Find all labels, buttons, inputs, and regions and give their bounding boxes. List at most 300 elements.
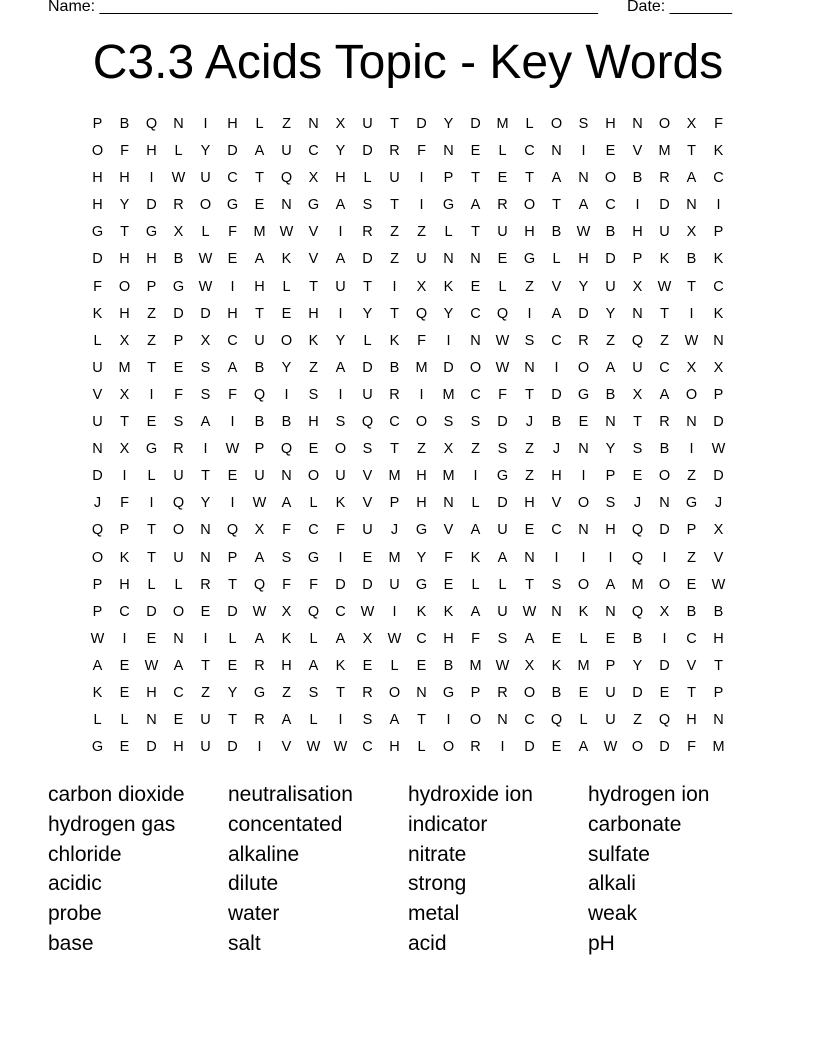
grid-letter: E xyxy=(362,549,373,566)
grid-letter: B xyxy=(389,359,400,376)
grid-letter: P xyxy=(173,332,184,349)
grid-letter: S xyxy=(335,414,346,431)
word-list-item: weak xyxy=(588,902,638,926)
grid-letter: F xyxy=(282,576,291,593)
grid-letter: A xyxy=(281,495,292,512)
grid-letter: H xyxy=(632,224,643,241)
grid-letter: N xyxy=(605,603,616,620)
word-list-item: base xyxy=(48,931,94,955)
grid-letter: G xyxy=(145,224,158,241)
grid-letter: U xyxy=(605,278,616,295)
grid-letter: R xyxy=(254,712,265,729)
grid-letter: R xyxy=(389,386,400,403)
grid-letter: T xyxy=(120,414,129,431)
grid-letter: X xyxy=(254,522,265,539)
grid-letter: H xyxy=(227,116,238,132)
grid-letter: K xyxy=(713,305,724,322)
grid-letter: L xyxy=(282,278,291,295)
grid-letter: W xyxy=(522,603,537,620)
grid-letter: W xyxy=(252,495,267,512)
grid-letter: I xyxy=(446,332,451,349)
grid-letter: E xyxy=(227,468,238,485)
grid-letter: C xyxy=(470,386,481,403)
grid-letter: Z xyxy=(417,441,426,458)
grid-letter: C xyxy=(713,170,724,187)
grid-letter: R xyxy=(497,197,508,214)
grid-letter: E xyxy=(497,251,508,268)
grid-letter: C xyxy=(713,278,724,295)
grid-letter: R xyxy=(200,576,211,593)
grid-letter: N xyxy=(470,251,481,268)
grid-letter: X xyxy=(686,116,697,132)
grid-letter: A xyxy=(605,359,616,376)
grid-letter: H xyxy=(227,305,238,322)
grid-letter: L xyxy=(363,332,372,349)
grid-letter: H xyxy=(524,495,535,512)
grid-letter: U xyxy=(92,359,103,376)
grid-letter: I xyxy=(473,468,478,485)
grid-letter: P xyxy=(713,224,724,241)
grid-letter: D xyxy=(578,305,589,322)
grid-letter: X xyxy=(119,386,130,403)
grid-row xyxy=(84,168,732,195)
grid-letter: H xyxy=(605,522,616,539)
word-list-item: hydroxide ion xyxy=(408,783,533,806)
grid-letter: A xyxy=(227,359,238,376)
grid-row xyxy=(84,439,732,466)
grid-letter: V xyxy=(551,495,562,512)
grid-letter: U xyxy=(335,468,346,485)
grid-letter: M xyxy=(442,386,455,403)
grid-letter: O xyxy=(577,576,590,593)
grid-letter: W xyxy=(252,603,267,620)
grid-row xyxy=(84,602,732,629)
word-list-item: water xyxy=(228,902,280,926)
grid-letter: I xyxy=(500,739,505,756)
grid-letter: Z xyxy=(471,441,480,458)
grid-letter: K xyxy=(443,278,454,295)
grid-letter: Q xyxy=(145,116,158,132)
grid-letter: W xyxy=(198,278,213,295)
grid-letter: F xyxy=(120,495,129,512)
grid-letter: W xyxy=(333,739,348,756)
grid-letter: O xyxy=(172,522,185,539)
page-title: C3.3 Acids Topic - Key Words xyxy=(92,36,724,89)
grid-letter: I xyxy=(527,305,532,322)
grid-letter: E xyxy=(119,684,130,701)
grid-letter: O xyxy=(118,278,131,295)
grid-letter: Q xyxy=(415,305,428,322)
grid-letter: X xyxy=(335,116,346,132)
grid-letter: N xyxy=(497,712,508,729)
grid-letter: B xyxy=(443,657,454,674)
grid-letter: J xyxy=(552,441,561,458)
grid-letter: H xyxy=(92,197,103,214)
grid-letter: T xyxy=(687,278,696,295)
grid-letter: I xyxy=(581,143,586,160)
grid-letter: Y xyxy=(443,116,454,132)
grid-letter: K xyxy=(443,603,454,620)
grid-letter: O xyxy=(577,495,590,512)
grid-letter: T xyxy=(147,359,156,376)
grid-letter: Q xyxy=(172,495,185,512)
name-field-label: Name: ________________________________________________________ xyxy=(48,0,598,15)
grid-letter: U xyxy=(200,739,211,756)
grid-letter: Y xyxy=(200,495,211,512)
grid-letter: M xyxy=(577,657,590,674)
grid-letter: B xyxy=(254,414,265,431)
grid-letter: N xyxy=(443,495,454,512)
grid-letter: T xyxy=(390,441,399,458)
word-list-item: probe xyxy=(48,902,102,926)
grid-letter: N xyxy=(632,305,643,322)
grid-letter: W xyxy=(711,441,726,458)
grid-letter: Z xyxy=(390,224,399,241)
grid-letter: E xyxy=(146,630,157,647)
grid-letter: F xyxy=(120,143,129,160)
grid-letter: Y xyxy=(335,143,346,160)
grid-letter: K xyxy=(416,603,427,620)
word-list-item: carbonate xyxy=(588,812,682,836)
grid-letter: B xyxy=(605,224,616,241)
grid-letter: W xyxy=(495,359,510,376)
grid-letter: A xyxy=(254,251,265,268)
grid-letter: E xyxy=(362,657,373,674)
grid-letter: W xyxy=(198,251,213,268)
grid-letter: Q xyxy=(253,576,266,593)
grid-letter: G xyxy=(685,495,698,512)
grid-letter: I xyxy=(392,278,397,295)
grid-letter: A xyxy=(200,414,211,431)
grid-row xyxy=(84,737,732,764)
grid-letter: Q xyxy=(631,549,644,566)
grid-letter: X xyxy=(281,603,292,620)
grid-letter: N xyxy=(551,603,562,620)
grid-letter: D xyxy=(659,522,670,539)
grid-letter: K xyxy=(713,143,724,160)
grid-row xyxy=(84,277,732,304)
grid-letter: O xyxy=(91,549,104,566)
grid-row xyxy=(84,493,732,520)
grid-letter: L xyxy=(471,576,480,593)
grid-letter: X xyxy=(119,332,130,349)
grid-letter: L xyxy=(417,739,426,756)
grid-letter: T xyxy=(228,712,237,729)
grid-letter: Y xyxy=(362,305,373,322)
grid-letter: I xyxy=(419,170,424,187)
grid-letter: W xyxy=(306,739,321,756)
grid-letter: L xyxy=(228,630,237,647)
grid-letter: T xyxy=(660,305,669,322)
grid-letter: C xyxy=(686,630,697,647)
grid-letter: J xyxy=(390,522,399,539)
word-list-item: pH xyxy=(588,931,615,955)
grid-letter: D xyxy=(362,359,373,376)
grid-letter: Q xyxy=(631,522,644,539)
grid-letter: Z xyxy=(606,332,615,349)
grid-letter: U xyxy=(605,712,616,729)
grid-letter: R xyxy=(173,197,184,214)
grid-letter: Q xyxy=(307,603,320,620)
grid-letter: N xyxy=(281,468,292,485)
grid-letter: I xyxy=(635,197,640,214)
grid-letter: P xyxy=(605,468,616,485)
grid-letter: A xyxy=(551,170,562,187)
grid-letter: I xyxy=(122,630,127,647)
grid-letter: P xyxy=(605,657,616,674)
grid-letter: P xyxy=(227,549,238,566)
grid-letter: I xyxy=(338,549,343,566)
grid-letter: N xyxy=(551,143,562,160)
grid-letter: Y xyxy=(578,278,589,295)
grid-letter: E xyxy=(578,414,589,431)
grid-letter: Z xyxy=(687,549,696,566)
word-list-item: hydrogen ion xyxy=(588,783,710,806)
grid-letter: A xyxy=(254,143,265,160)
grid-letter: S xyxy=(308,386,319,403)
grid-letter: O xyxy=(469,712,482,729)
grid-letter: T xyxy=(390,116,399,132)
grid-letter: D xyxy=(659,739,670,756)
grid-letter: A xyxy=(578,197,589,214)
word-list-item: alkaline xyxy=(228,842,300,866)
grid-letter: M xyxy=(253,224,266,241)
grid-letter: I xyxy=(662,630,667,647)
grid-letter: D xyxy=(497,414,508,431)
grid-letter: V xyxy=(443,522,454,539)
grid-letter: O xyxy=(577,359,590,376)
word-list xyxy=(48,780,768,959)
grid-letter: N xyxy=(659,495,670,512)
grid-letter: L xyxy=(579,630,588,647)
grid-letter: O xyxy=(199,197,212,214)
grid-letter: U xyxy=(254,332,265,349)
grid-letter: V xyxy=(362,495,373,512)
grid-letter: N xyxy=(281,197,292,214)
grid-letter: W xyxy=(90,630,105,647)
grid-letter: E xyxy=(308,441,319,458)
grid-letter: K xyxy=(713,251,724,268)
grid-letter: K xyxy=(308,332,319,349)
grid-letter: U xyxy=(173,549,184,566)
grid-letter: W xyxy=(279,224,294,241)
grid-letter: Z xyxy=(147,332,156,349)
grid-letter: X xyxy=(416,278,427,295)
grid-letter: C xyxy=(227,170,238,187)
grid-row xyxy=(84,141,732,168)
grid-row xyxy=(84,466,732,493)
grid-letter: T xyxy=(552,197,561,214)
grid-letter: M xyxy=(118,359,131,376)
grid-letter: Y xyxy=(200,143,211,160)
grid-letter: D xyxy=(146,739,157,756)
grid-letter: X xyxy=(632,278,643,295)
grid-letter: E xyxy=(659,684,670,701)
grid-letter: P xyxy=(119,522,130,539)
grid-letter: W xyxy=(495,657,510,674)
grid-letter: L xyxy=(147,468,156,485)
grid-letter: N xyxy=(524,359,535,376)
grid-letter: Y xyxy=(281,359,292,376)
grid-letter: P xyxy=(92,603,103,620)
word-list-item: indicator xyxy=(408,812,488,836)
grid-letter: Y xyxy=(443,305,454,322)
grid-letter: H xyxy=(524,224,535,241)
grid-letter: G xyxy=(442,197,455,214)
grid-letter: T xyxy=(687,143,696,160)
grid-letter: K xyxy=(578,603,589,620)
grid-letter: T xyxy=(525,576,534,593)
grid-letter: T xyxy=(525,170,534,187)
grid-letter: W xyxy=(144,657,159,674)
grid-letter: U xyxy=(497,224,508,241)
grid-letter: Z xyxy=(390,251,399,268)
grid-letter: T xyxy=(147,522,156,539)
grid-letter: P xyxy=(713,386,724,403)
grid-letter: D xyxy=(497,495,508,512)
grid-letter: L xyxy=(363,170,372,187)
grid-letter: B xyxy=(551,684,562,701)
grid-letter: V xyxy=(713,549,724,566)
grid-letter: J xyxy=(525,414,534,431)
grid-letter: C xyxy=(362,739,373,756)
header-line xyxy=(48,0,768,20)
grid-letter: I xyxy=(230,495,235,512)
grid-letter: Q xyxy=(91,522,104,539)
grid-letter: A xyxy=(659,386,670,403)
grid-letter: F xyxy=(93,278,102,295)
grid-letter: E xyxy=(470,143,481,160)
grid-letter: N xyxy=(443,251,454,268)
grid-letter: U xyxy=(92,414,103,431)
grid-letter: O xyxy=(658,468,671,485)
grid-letter: I xyxy=(689,305,694,322)
grid-letter: S xyxy=(200,359,211,376)
grid-letter: D xyxy=(92,251,103,268)
grid-letter: D xyxy=(713,468,724,485)
grid-letter: T xyxy=(525,386,534,403)
grid-letter: D xyxy=(632,684,643,701)
grid-letter: W xyxy=(657,278,672,295)
grid-row xyxy=(84,358,732,385)
grid-letter: N xyxy=(200,522,211,539)
grid-row xyxy=(84,629,732,656)
word-list-item: neutralisation xyxy=(228,783,353,806)
grid-letter: K xyxy=(92,684,103,701)
grid-letter: E xyxy=(686,576,697,593)
grid-letter: O xyxy=(334,441,347,458)
grid-row xyxy=(84,222,732,249)
grid-letter: M xyxy=(658,143,671,160)
grid-letter: P xyxy=(686,522,697,539)
grid-letter: C xyxy=(389,414,400,431)
grid-letter: W xyxy=(711,576,726,593)
grid-letter: C xyxy=(551,332,562,349)
grid-row xyxy=(84,575,732,602)
grid-letter: V xyxy=(308,224,319,241)
grid-letter: U xyxy=(362,522,373,539)
grid-letter: P xyxy=(254,441,265,458)
grid-letter: K xyxy=(119,549,130,566)
grid-letter: I xyxy=(149,170,154,187)
grid-letter: Z xyxy=(309,359,318,376)
grid-letter: T xyxy=(201,657,210,674)
grid-letter: D xyxy=(92,468,103,485)
grid-letter: T xyxy=(228,576,237,593)
grid-letter: N xyxy=(713,712,724,729)
grid-letter: V xyxy=(308,251,319,268)
grid-letter: B xyxy=(632,630,643,647)
grid-letter: G xyxy=(496,468,509,485)
grid-letter: X xyxy=(659,603,670,620)
grid-letter: I xyxy=(392,603,397,620)
grid-letter: N xyxy=(686,197,697,214)
grid-letter: X xyxy=(200,332,211,349)
word-list-item: metal xyxy=(408,902,460,926)
grid-letter: Q xyxy=(226,522,239,539)
grid-letter: Z xyxy=(687,468,696,485)
grid-letter: M xyxy=(631,576,644,593)
grid-letter: B xyxy=(713,603,724,620)
grid-letter: M xyxy=(415,359,428,376)
grid-letter: E xyxy=(497,170,508,187)
grid-letter: S xyxy=(173,414,184,431)
grid-letter: W xyxy=(684,332,699,349)
grid-letter: I xyxy=(338,305,343,322)
grid-letter: R xyxy=(659,170,670,187)
grid-letter: C xyxy=(470,305,481,322)
grid-letter: U xyxy=(497,522,508,539)
word-list-item: acidic xyxy=(48,872,102,896)
grid-letter: O xyxy=(550,116,563,132)
grid-letter: P xyxy=(443,170,454,187)
grid-letter: E xyxy=(227,657,238,674)
grid-letter: A xyxy=(335,630,346,647)
grid-letter: Y xyxy=(119,197,130,214)
grid-letter: H xyxy=(713,630,724,647)
grid-letter: I xyxy=(608,549,613,566)
grid-letter: O xyxy=(658,576,671,593)
grid-letter: E xyxy=(146,414,157,431)
grid-letter: L xyxy=(93,332,102,349)
grid-letter: G xyxy=(415,522,428,539)
grid-letter: S xyxy=(362,441,373,458)
grid-letter: C xyxy=(335,603,346,620)
grid-letter: O xyxy=(631,739,644,756)
grid-letter: O xyxy=(307,468,320,485)
grid-letter: E xyxy=(632,468,643,485)
grid-letter: K xyxy=(335,495,346,512)
word-list-item: dilute xyxy=(228,872,279,896)
grid-letter: B xyxy=(254,359,265,376)
grid-letter: M xyxy=(442,468,455,485)
grid-letter: X xyxy=(173,224,184,241)
grid-letter: X xyxy=(119,441,130,458)
grid-letter: O xyxy=(685,386,698,403)
word-list-item: nitrate xyxy=(408,842,467,866)
grid-letter: O xyxy=(523,197,536,214)
grid-letter: H xyxy=(146,143,157,160)
word-list-item: carbon dioxide xyxy=(48,783,185,806)
grid-letter: U xyxy=(335,278,346,295)
grid-letter: F xyxy=(687,739,696,756)
grid-letter: Y xyxy=(605,305,616,322)
grid-letter: H xyxy=(416,468,427,485)
grid-letter: N xyxy=(443,143,454,160)
grid-letter: U xyxy=(254,468,265,485)
grid-letter: T xyxy=(390,197,399,214)
grid-letter: A xyxy=(551,305,562,322)
